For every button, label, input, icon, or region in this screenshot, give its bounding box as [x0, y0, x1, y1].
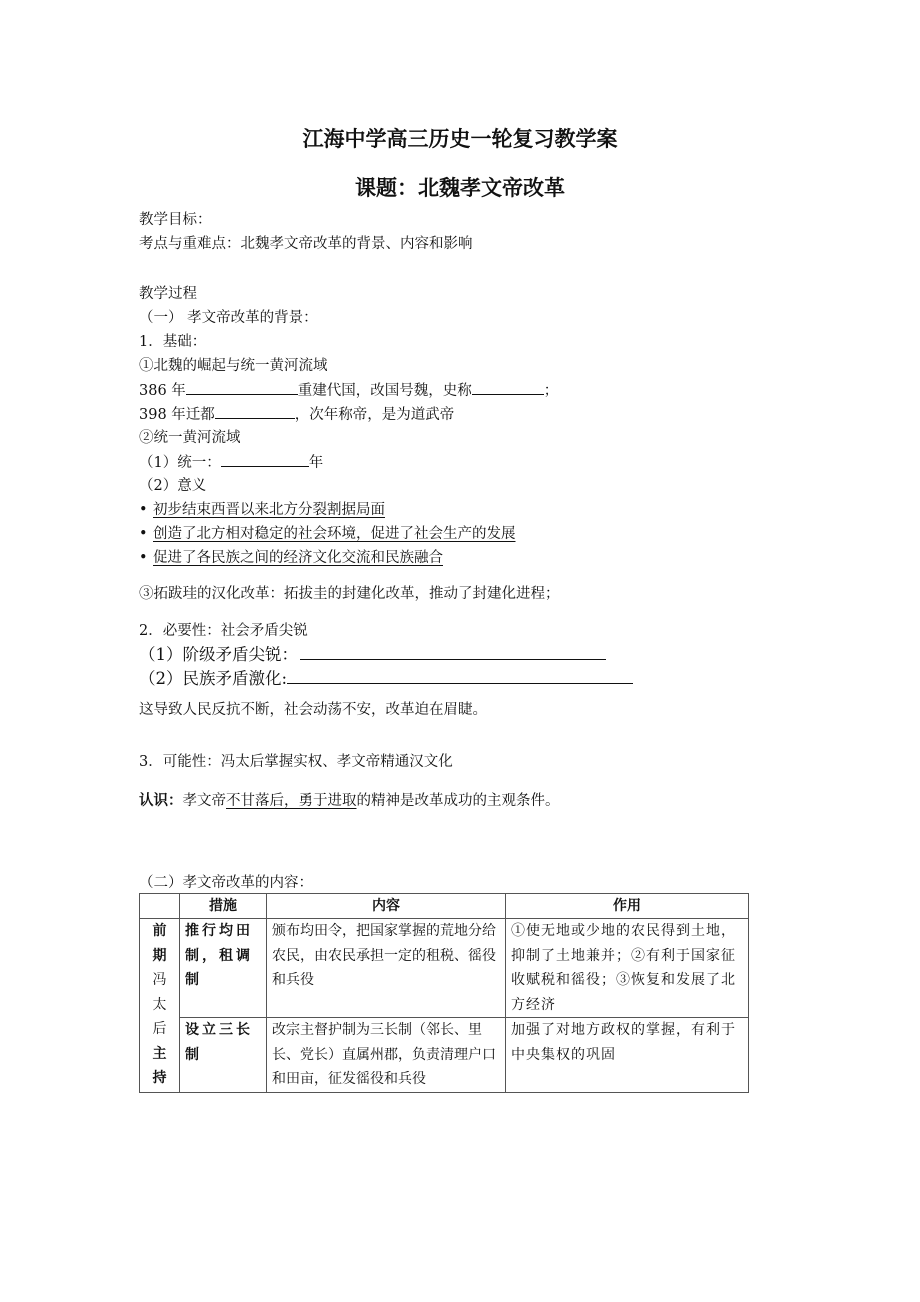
significance-item [139, 500, 385, 520]
ethnic-conflict-line [139, 669, 633, 689]
class-conflict-line [139, 645, 606, 665]
content-cell: 颁布均田令，把国家掌握的荒地分给农民，由农民承担一定的租税、徭役和兵役 [267, 919, 506, 1018]
key-points: 考点与重难点：北魏孝文帝改革的背景、内容和影响 [139, 236, 473, 252]
section1-heading: （一） 孝文帝改革的背景： [139, 310, 318, 326]
class-conflict-label: （1）阶级矛盾尖锐： [139, 645, 298, 664]
table-header-content: 内容 [267, 894, 506, 919]
blank-398-capital[interactable] [215, 404, 295, 419]
effect-cell: ①使无地或少地的农民得到土地，抑制了土地兼并；②有利于国家征收赋税和徭役；③恢复和发展了北方经济 [506, 919, 749, 1018]
unify-year-line [139, 452, 323, 473]
blank-386-name[interactable] [472, 380, 544, 395]
line-386-end: ； [543, 383, 559, 399]
significance-text: 初步结束西晋以来北方分裂割据局面 [153, 502, 385, 518]
line-386 [139, 380, 558, 401]
line-398 [139, 404, 454, 425]
insight-label: 认识： [139, 793, 183, 809]
table-header-period [140, 894, 180, 919]
significance-item [139, 524, 516, 544]
measure-cell: 设立三长制 [180, 1018, 267, 1093]
blank-ethnic-conflict[interactable] [287, 669, 633, 684]
insight-text-underlined: 不甘落后，勇于进取 [226, 793, 357, 809]
significance-heading: （2）意义 [139, 478, 207, 494]
section2-heading: （二）孝文帝改革的内容： [139, 875, 313, 891]
necessity-heading: 2．必要性：社会矛盾尖锐 [139, 623, 308, 639]
significance-text: 促进了各民族之间的经济文化交流和民族融合 [153, 550, 443, 566]
period-char: 太 [152, 996, 167, 1013]
content-cell: 改宗主督护制为三长制（邻长、里长、党长）直属州郡，负责清理户口和田亩，征发徭役和兵役 [267, 1018, 506, 1093]
table-row [140, 1018, 749, 1093]
period-char: 持 [152, 1070, 167, 1086]
effect-cell: 加强了对地方政权的掌握，有利于中央集权的巩固 [506, 1018, 749, 1093]
table-row [140, 919, 749, 1018]
unify-heading: ②统一黄河流域 [139, 430, 241, 446]
objectives-label: 教学目标： [139, 212, 212, 228]
lesson-subtitle: 课题：北魏孝文帝改革 [355, 176, 565, 200]
reform-content-table [139, 893, 749, 1093]
line-386-year: 386 年 [139, 383, 186, 399]
necessity-conclusion: 这导致人民反抗不断，社会动荡不安，改革迫在眉睫。 [139, 702, 487, 718]
period-char: 冯 [152, 972, 167, 988]
blank-386-place[interactable] [186, 380, 298, 395]
table-header-measure: 措施 [180, 894, 267, 919]
period-char: 前 [152, 923, 167, 939]
table-header-effect: 作用 [506, 894, 749, 919]
possibility-heading: 3．可能性：冯太后掌握实权、孝文帝精通汉文化 [139, 754, 453, 770]
line-398-text-2: ，次年称帝，是为道武帝 [294, 407, 455, 423]
line-386-text: 重建代国，改国号魏，史称 [297, 383, 472, 399]
bullet-icon: • [139, 502, 148, 518]
document-title: 江海中学高三历史一轮复习教学案 [302, 127, 618, 151]
period-char: 后 [152, 1021, 167, 1037]
reform-text: 拓拔圭的封建化改革，推动了封建化进程； [284, 586, 560, 602]
blank-unify-year[interactable] [221, 452, 309, 467]
basis-heading: 1．基础： [139, 334, 207, 350]
line-398-text: 398 年迁都 [139, 407, 215, 423]
blank-class-conflict[interactable] [300, 645, 606, 660]
significance-item [139, 548, 443, 568]
period-char: 期 [152, 947, 167, 964]
table-header-row [140, 894, 749, 919]
period-cell [140, 919, 180, 1093]
rise-heading: ①北魏的崛起与统一黄河流域 [139, 358, 328, 374]
insight-line [139, 791, 560, 811]
reform-label: ③拓跋珪的汉化改革： [139, 586, 284, 602]
reform-line [139, 584, 560, 604]
period-char: 主 [152, 1045, 167, 1062]
measure-cell: 推行均田制，租调制 [180, 919, 267, 1018]
insight-text-pre: 孝文帝 [182, 793, 226, 809]
ethnic-conflict-label: （2）民族矛盾激化: [139, 669, 288, 688]
insight-text-post: 的精神是改革成功的主观条件。 [356, 793, 560, 809]
bullet-icon: • [139, 526, 148, 542]
unify-year-label: （1）统一： [139, 455, 221, 471]
bullet-icon: • [139, 550, 148, 566]
unify-year-suffix: 年 [308, 455, 324, 471]
process-label: 教学过程 [139, 286, 197, 302]
significance-text: 创造了北方相对稳定的社会环境，促进了社会生产的发展 [153, 526, 516, 542]
